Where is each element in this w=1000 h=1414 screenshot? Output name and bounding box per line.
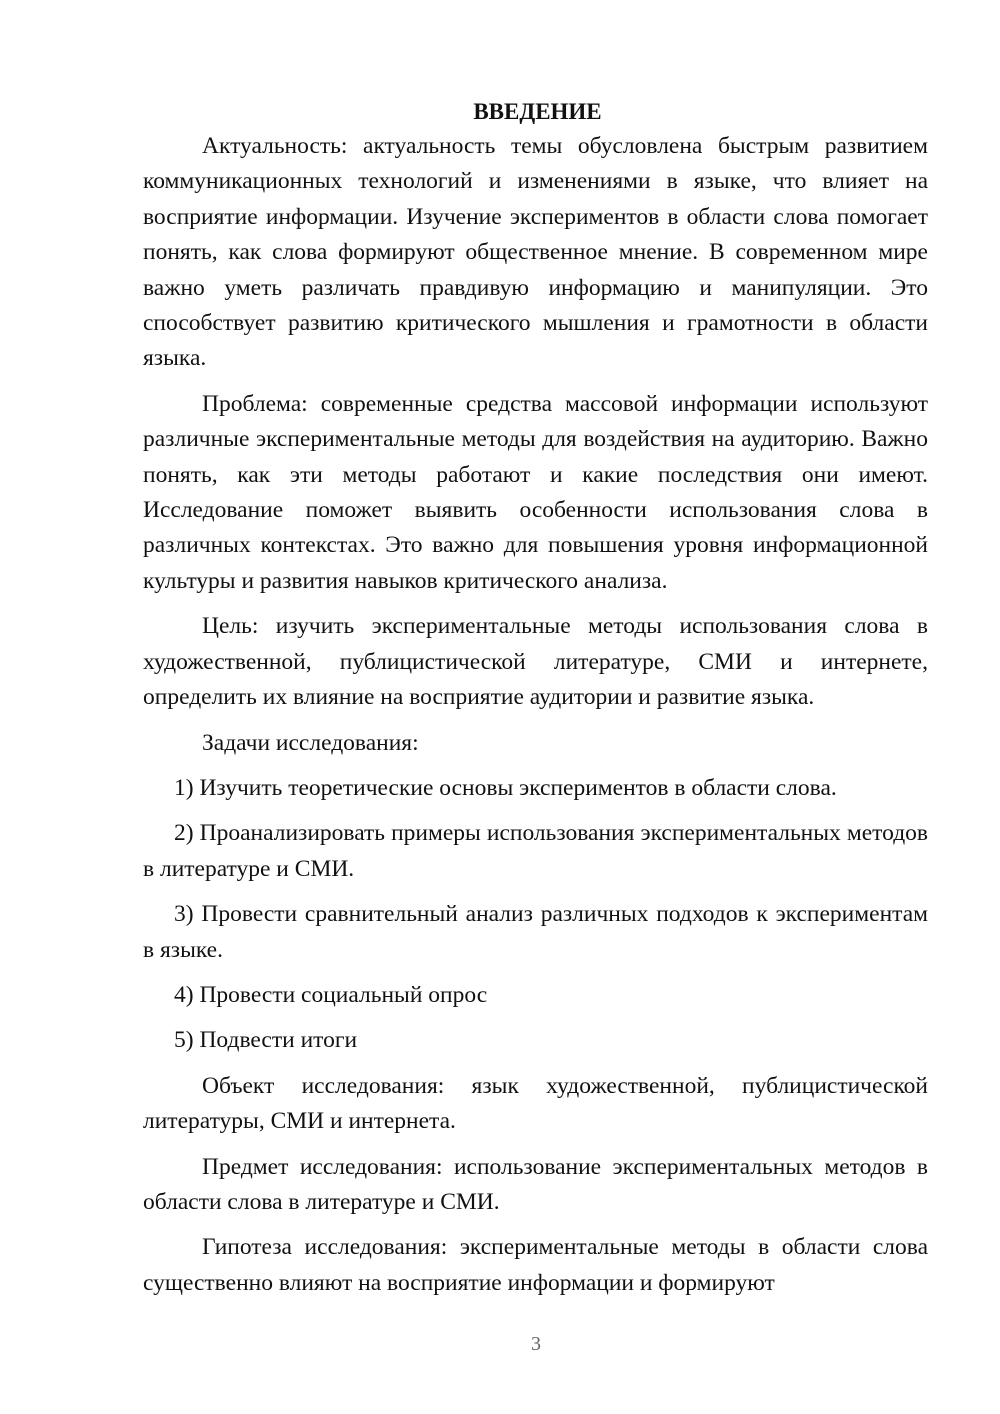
task-item: 3) Провести сравнительный анализ различных подходов к экспериментам в языке. [143,901,928,963]
task-item: 4) Провести социальный опрос [174,981,488,1008]
task-item: 5) Подвести итоги [174,1027,358,1054]
task-item: 2) Проанализировать примеры использования экспериментальных методов в литературе и СМИ. [143,820,928,882]
page-number: 3 [531,1333,541,1355]
task-list [143,771,928,1059]
paragraph-goal: Цель: изучить экспериментальные методы использования слова в художественной, публицистической литературе, СМИ и интернете, определить их влияние на восприятие аудитории и развитие языка. [143,613,928,711]
page-content [143,94,928,1301]
paragraph-hypothesis: Гипотеза исследования: экспериментальные методы в области слова существенно влияют на восприятие информации и формируют [143,1234,928,1296]
paragraph-problem: Проблема: современные средства массовой информации используют различные экспериментальные методы для воздействия на аудиторию. Важно понять, как эти методы работают и какие последствия они имеют. Исследование поможет выявить особенности использования слова в различных контекстах. Это важно для повышения уровня информационной культуры и развития навыков критического анализа. [143,390,928,594]
paragraph-relevance: Актуальность: актуальность темы обусловлена быстрым развитием коммуникационных технологий и изменениями в языке, что влияет на восприятие информации. Изучение экспериментов в области слова помогает понять, как слова формируют общественное мнение. В современном мире важно уметь различать правдивую информацию и манипуляции. Это способствует развитию критического мышления и грамотности в области языка. [143,133,928,372]
paragraph-object: Объект исследования: язык художественной, публицистической литературы, СМИ и интернета. [143,1072,928,1135]
paragraph-tasks-intro: Задачи исследования: [202,729,419,756]
paragraph-subject: Предмет исследования: использование экспериментальных методов в области слова в литературе и СМИ. [143,1153,928,1215]
task-item: 1) Изучить теоретические основы экспериментов в области слова. [174,774,837,801]
section-heading: ВВЕДЕНИЕ [473,99,602,124]
